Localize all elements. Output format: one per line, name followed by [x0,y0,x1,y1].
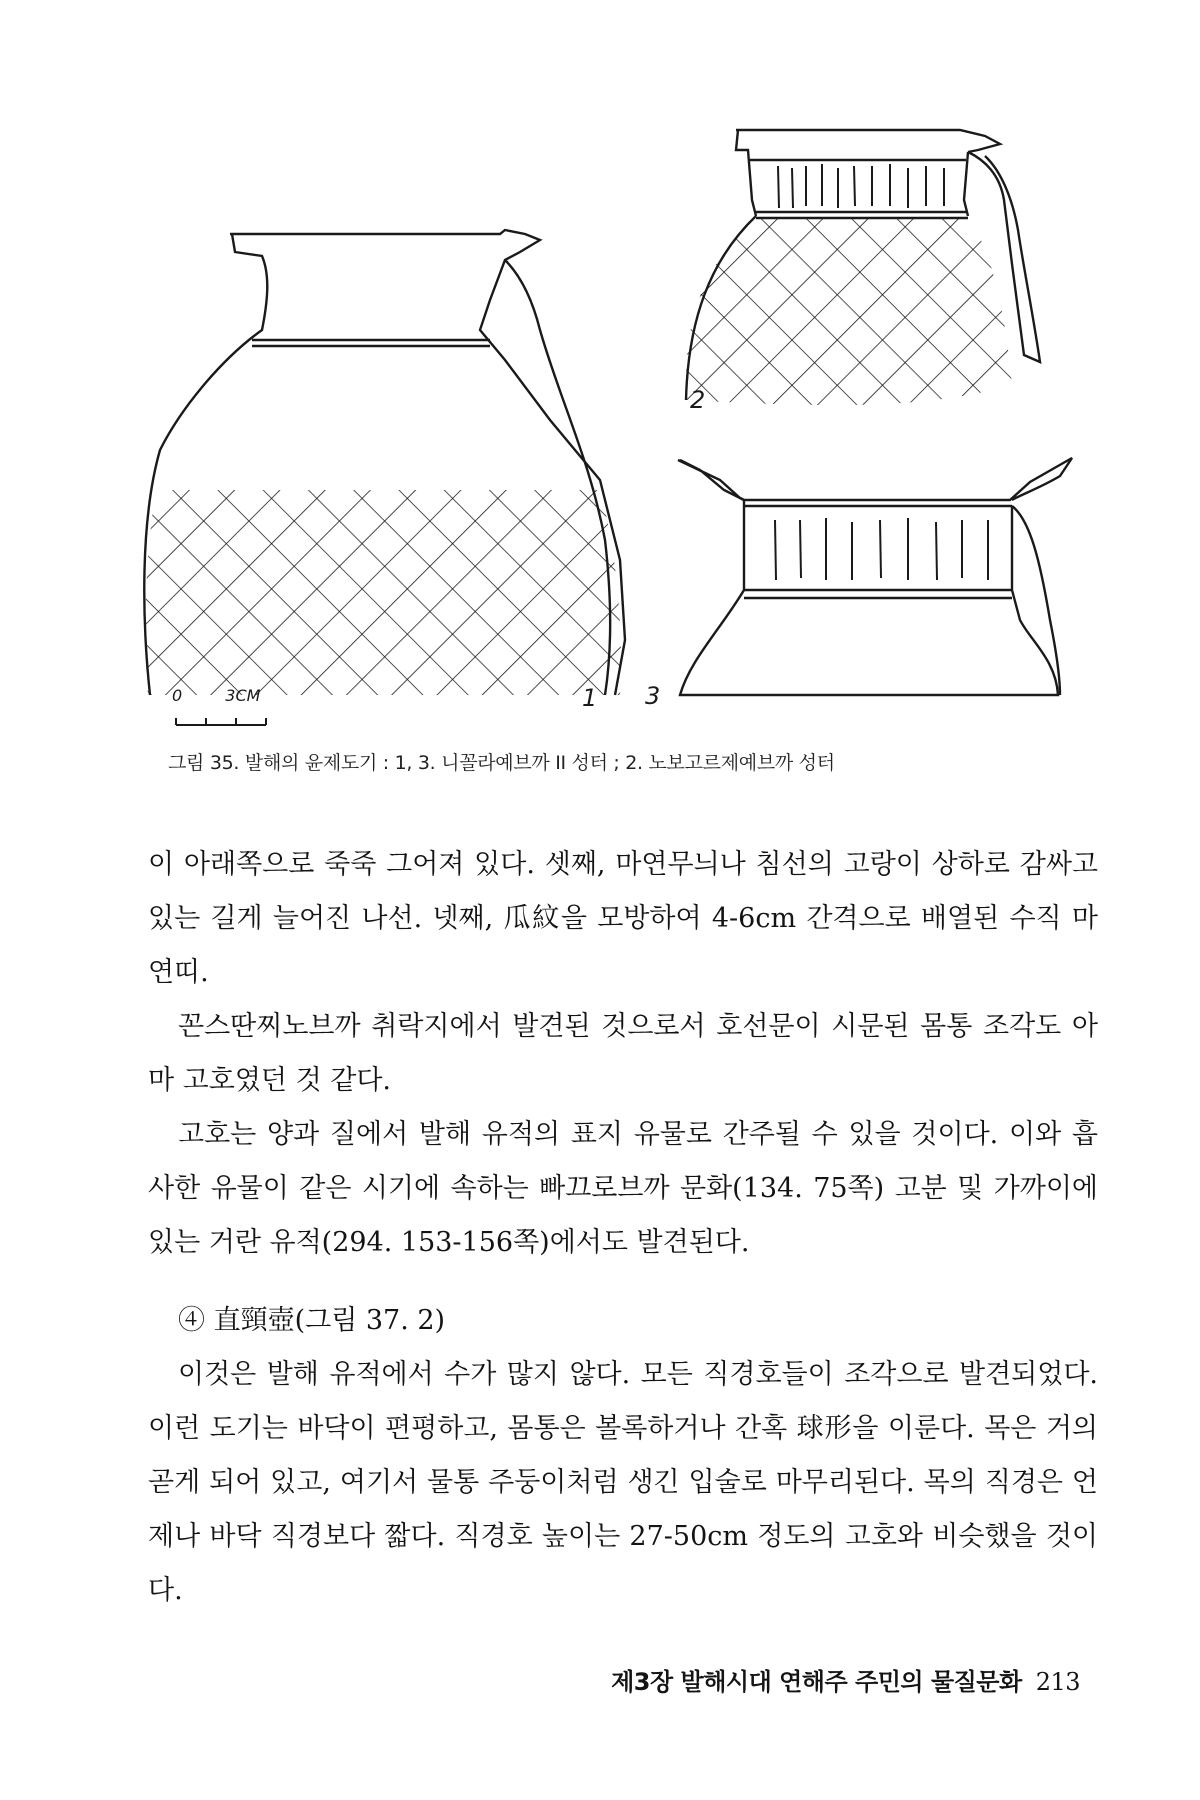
body-section-2 [148,1294,1098,1618]
scale-zero: 0 [172,686,183,705]
paragraph-4: 이것은 발해 유적에서 수가 많지 않다. 모든 직경호들이 조각으로 발견되었다. 이런 도기는 바닥이 편평하고, 몸통은 볼록하거나 간혹 球形을 이룬다. 목은 거의 곧게 되어 있고, 여기서 물통 주둥이처럼 생긴 입술로 마무리된다. 목의 직경은 언제나 바닥 직경보다 짧다. 직경호 높이는 27-50cm 정도의 고호와 비슷했을 것이다. [148,1359,1098,1606]
paragraph-2: 꼰스딴찌노브까 취락지에서 발견된 것으로서 호선문이 시문된 몸통 조각도 아마 고호였던 것 같다. [148,1011,1098,1096]
body-section-1 [148,838,1098,1270]
scale-length: 3СМ [225,686,261,705]
paragraph-3: 고호는 양과 질에서 발해 유적의 표지 유물로 간주될 수 있을 것이다. 이와 흡사한 유물이 같은 시기에 속하는 빠끄로브까 문화(134. 75쪽) 고분 및 가까이에 있는 거란 유적(294. 153-156쪽)에서도 발견된다. [148,1119,1098,1258]
label-vessel-3: 3 [645,682,661,710]
page-footer [560,1662,1080,1697]
page-number: 213 [1035,1668,1080,1696]
pottery-drawings [0,0,1200,740]
figure-35 [0,0,1200,774]
running-title: 제3장 발해시대 연해주 주민의 물질문화 [611,1668,1022,1696]
paragraph-1: 이 아래쪽으로 죽죽 그어져 있다. 셋째, 마연무늬나 침선의 고랑이 상하로 감싸고 있는 길게 늘어진 나선. 넷째, 瓜紋을 모방하여 4-6cm 간격으로 배열된 수직 마연띠. [148,849,1098,988]
label-vessel-2: 2 [690,386,706,414]
label-vessel-1: 1 [582,684,598,712]
scale-bar [176,718,266,725]
vessel-3-drawing [678,458,1072,695]
scale-bar-label [172,686,260,705]
vessel-1-drawing [140,230,630,695]
section-heading: ④ 直頸壺(그림 37. 2) [178,1305,446,1336]
vessel-2-drawing [680,130,1040,408]
figure-caption: 그림 35. 발해의 윤제도기 : 1, 3. 니꼴라예브까 II 성터 ; 2. 노보고르제예브까 성터 [168,752,835,774]
